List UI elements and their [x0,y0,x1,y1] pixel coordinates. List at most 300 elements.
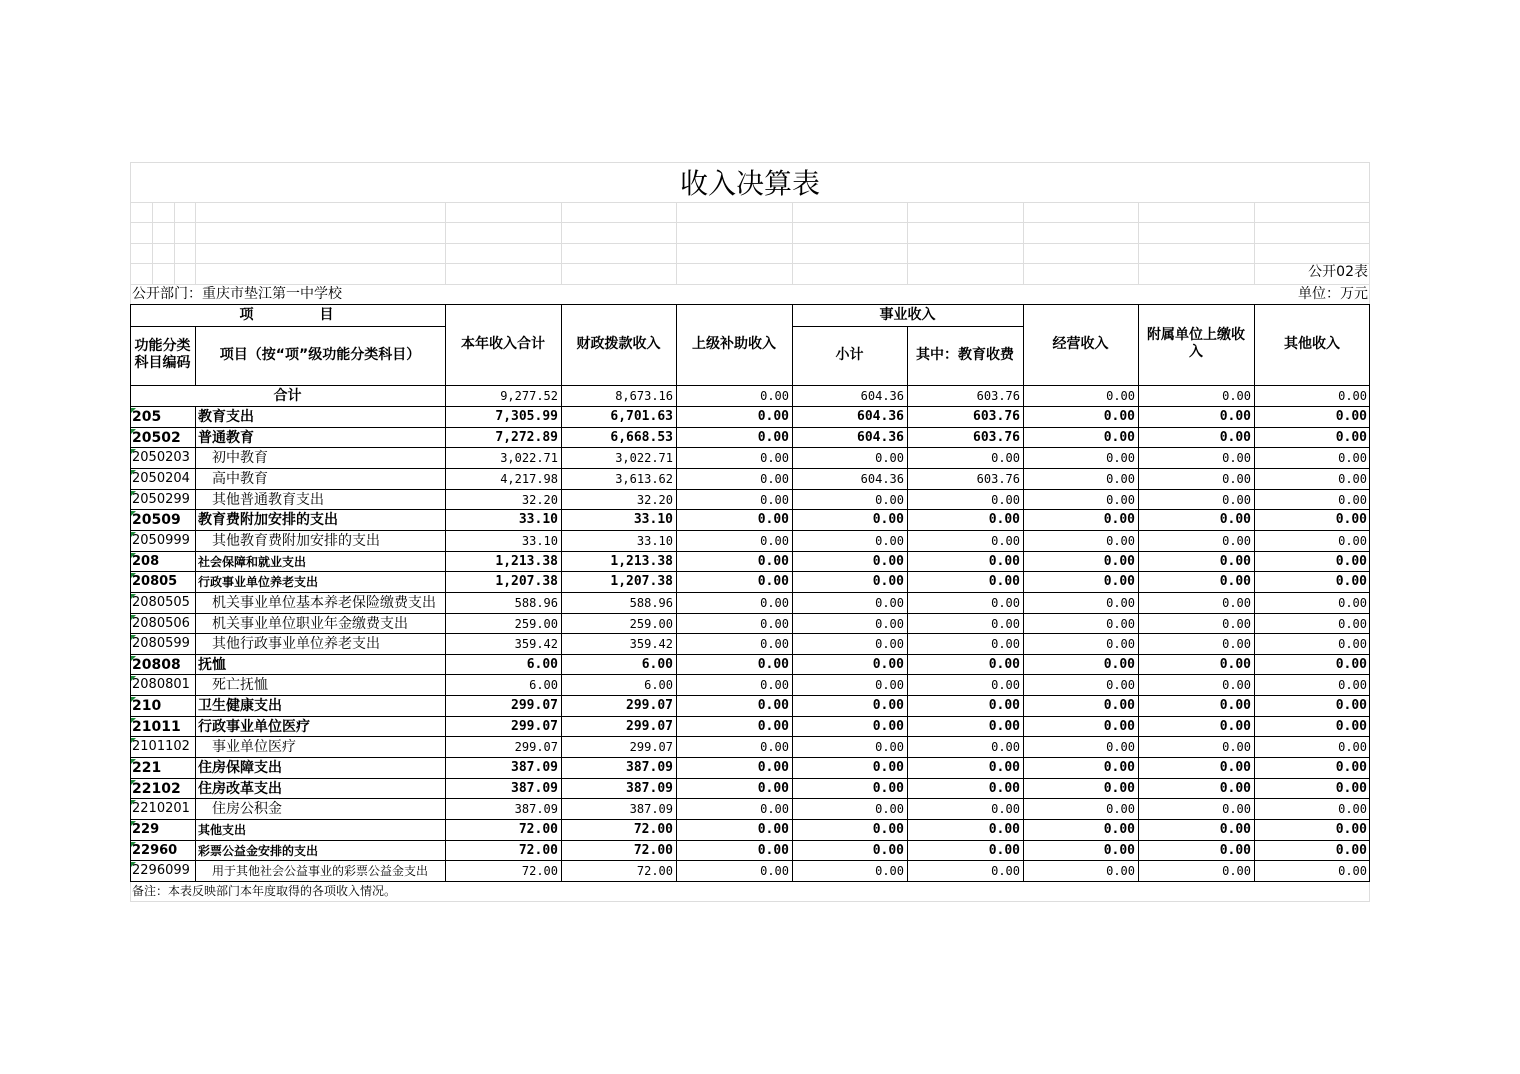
row-other: 0.00 [1335,842,1367,858]
row-fiscal: 6,701.63 [610,409,673,424]
row-other: 0.00 [1335,760,1367,776]
row-operating: 0.00 [1103,760,1135,776]
border-line [130,881,1370,882]
row-other: 0.00 [1335,409,1367,424]
row-affiliated: 0.00 [1222,471,1251,486]
row-superior: 0.00 [760,678,789,693]
row-superior: 0.00 [760,740,789,755]
row-edu-fee: 0.00 [991,637,1020,652]
row-superior: 0.00 [760,471,789,486]
row-name: 其他支出 [198,823,247,837]
row-name: 教育费附加安排的支出 [198,512,338,529]
income-statement-sheet [130,162,1370,902]
row-name: 抚恤 [198,656,226,673]
row-name: 初中教育 [212,450,268,467]
row-name: 社会保障和就业支出 [198,554,307,569]
border-line [130,304,131,881]
row-affiliated: 0.00 [1219,429,1251,445]
row-superior: 0.00 [757,698,789,714]
row-superior: 0.00 [757,409,789,424]
border-line [130,860,1370,861]
row-code: 22102 [132,780,181,797]
row-edu-fee: 603.76 [973,429,1020,445]
row-operating: 0.00 [1106,533,1135,548]
row-name: 事业单位医疗 [212,739,296,756]
row-other: 0.00 [1338,471,1367,486]
row-operating: 0.00 [1106,740,1135,755]
border-line [130,674,1370,675]
row-code: 229 [132,822,160,837]
border-line [195,326,196,385]
header-code: 功能分类科目编码 [134,338,191,371]
row-affiliated: 0.00 [1219,553,1251,569]
row-affiliated: 0.00 [1222,740,1251,755]
row-total: 1,213.38 [495,553,558,569]
row-edu-fee: 0.00 [988,553,1020,569]
row-superior: 0.00 [757,718,789,734]
gridline [792,202,793,284]
row-fiscal: 72.00 [633,822,673,837]
total-subtotal: 604.36 [860,389,904,403]
row-name: 机关事业单位职业年金缴费支出 [212,615,408,632]
row-superior: 0.00 [760,595,789,610]
row-superior: 0.00 [757,656,789,672]
row-affiliated: 0.00 [1222,802,1251,817]
row-code: 20502 [132,429,181,446]
row-subtotal: 0.00 [875,492,904,507]
row-total: 7,305.99 [495,409,558,424]
row-name: 死亡抚恤 [212,677,268,694]
border-line [1138,304,1139,881]
row-affiliated: 0.00 [1219,698,1251,714]
row-fiscal: 588.96 [629,595,673,610]
row-fiscal: 259.00 [629,616,673,631]
row-name: 用于其他社会公益事业的彩票公益金支出 [212,864,429,879]
row-name: 行政事业单位医疗 [198,718,310,735]
row-operating: 0.00 [1103,718,1135,734]
row-total: 259.00 [514,616,558,631]
border-line [130,695,1370,696]
border-line [130,613,1370,614]
row-operating: 0.00 [1103,574,1135,590]
footnote: 备注：本表反映部门本年度取得的各项收入情况。 [132,884,397,898]
border-line [130,304,1370,305]
row-subtotal: 604.36 [857,409,904,424]
border-line [130,571,1370,572]
row-subtotal: 0.00 [872,718,904,734]
row-fiscal: 3,613.62 [615,471,673,486]
total-superior: 0.00 [760,389,789,403]
row-superior: 0.00 [760,492,789,507]
row-edu-fee: 603.76 [976,471,1020,486]
row-superior: 0.00 [757,553,789,569]
row-affiliated: 0.00 [1219,409,1251,424]
border-line [130,716,1370,717]
row-name: 机关事业单位基本养老保险缴费支出 [212,594,436,611]
row-subtotal: 0.00 [875,637,904,652]
total-affiliated: 0.00 [1222,389,1251,403]
border-line [676,304,677,881]
row-operating: 0.00 [1106,492,1135,507]
row-total: 1,207.38 [495,574,558,590]
border-line [907,326,908,881]
row-total: 6.00 [526,656,558,672]
header-affiliated: 附属单位上缴收入 [1147,327,1245,360]
row-fiscal: 33.10 [633,512,673,528]
row-subtotal: 0.00 [872,780,904,796]
row-code: 2080505 [132,594,190,610]
row-total: 387.09 [511,780,558,796]
row-superior: 0.00 [760,533,789,548]
row-total: 588.96 [514,595,558,610]
border-line [130,551,1370,552]
border-line [130,427,1370,428]
row-fiscal: 72.00 [633,842,673,858]
border-line [1023,304,1024,881]
row-operating: 0.00 [1103,429,1135,445]
row-other: 0.00 [1335,780,1367,796]
row-code: 20509 [132,512,181,529]
gridline [174,202,175,284]
row-subtotal: 0.00 [872,822,904,837]
row-name: 高中教育 [212,470,268,487]
row-name: 住房公积金 [212,801,282,818]
row-other: 0.00 [1338,492,1367,507]
row-total: 33.10 [521,533,558,548]
row-edu-fee: 0.00 [991,616,1020,631]
row-name: 其他普通教育支出 [212,491,324,508]
border-line [792,304,793,881]
row-superior: 0.00 [757,512,789,528]
row-fiscal: 299.07 [626,718,673,734]
row-subtotal: 0.00 [872,656,904,672]
border-line [130,489,1370,490]
border-line [130,819,1370,820]
row-affiliated: 0.00 [1222,616,1251,631]
gridline [152,202,153,284]
row-superior: 0.00 [760,616,789,631]
row-affiliated: 0.00 [1222,533,1251,548]
row-edu-fee: 603.76 [973,409,1020,424]
gridline [1023,202,1024,284]
row-other: 0.00 [1335,656,1367,672]
row-other: 0.00 [1335,698,1367,714]
row-superior: 0.00 [757,429,789,445]
gridline [195,202,196,284]
row-fiscal: 299.07 [626,698,673,714]
row-edu-fee: 0.00 [991,740,1020,755]
header-name: 项目（按“项”级功能分类科目） [219,346,421,363]
border-line [130,778,1370,779]
row-superior: 0.00 [760,802,789,817]
row-fiscal: 6,668.53 [610,429,673,445]
row-operating: 0.00 [1106,637,1135,652]
row-affiliated: 0.00 [1219,718,1251,734]
border-line [130,385,1370,386]
row-code: 221 [132,760,162,777]
row-superior: 0.00 [757,842,789,858]
row-fiscal: 387.09 [626,780,673,796]
row-affiliated: 0.00 [1219,512,1251,528]
header-career-group: 事业收入 [879,306,936,323]
row-code: 210 [132,698,162,715]
row-total: 72.00 [518,842,558,858]
row-name: 卫生健康支出 [198,698,282,715]
row-subtotal: 0.00 [875,740,904,755]
gridline [907,202,908,284]
row-code: 2050204 [132,470,190,486]
header-other: 其他收入 [1284,335,1340,352]
row-total: 72.00 [521,864,558,879]
row-name: 住房保障支出 [198,760,282,777]
gridline [445,202,446,284]
row-edu-fee: 0.00 [988,718,1020,734]
row-total: 387.09 [514,802,558,817]
total-edu-fee: 603.76 [976,389,1020,403]
row-subtotal: 0.00 [872,842,904,858]
row-name: 普通教育 [198,429,254,446]
row-subtotal: 0.00 [875,802,904,817]
row-total: 7,272.89 [495,429,558,445]
row-superior: 0.00 [760,451,789,466]
row-operating: 0.00 [1106,451,1135,466]
row-other: 0.00 [1338,533,1367,548]
row-subtotal: 0.00 [875,864,904,879]
border-line [1369,304,1370,881]
total-label: 合计 [273,387,302,404]
row-operating: 0.00 [1103,842,1135,858]
row-edu-fee: 0.00 [988,698,1020,714]
row-superior: 0.00 [757,822,789,837]
header-subtotal: 小计 [835,346,864,363]
row-edu-fee: 0.00 [988,760,1020,776]
row-other: 0.00 [1335,718,1367,734]
row-total: 299.07 [511,698,558,714]
row-fiscal: 1,207.38 [610,574,673,590]
row-edu-fee: 0.00 [988,656,1020,672]
row-operating: 0.00 [1103,512,1135,528]
row-operating: 0.00 [1106,471,1135,486]
row-superior: 0.00 [760,637,789,652]
gridline [676,202,677,284]
row-fiscal: 72.00 [636,864,673,879]
gridline [1254,202,1255,284]
row-edu-fee: 0.00 [988,822,1020,837]
gridline [130,162,1370,163]
gridline [130,243,1370,244]
row-superior: 0.00 [757,760,789,776]
row-other: 0.00 [1338,802,1367,817]
row-code: 2210201 [132,801,190,817]
row-code: 2296099 [132,863,190,879]
row-edu-fee: 0.00 [991,595,1020,610]
border-line [130,447,1370,448]
total-other: 0.00 [1338,389,1367,403]
row-code: 2080599 [132,636,190,652]
border-line [130,757,1370,758]
row-other: 0.00 [1338,678,1367,693]
row-fiscal: 299.07 [629,740,673,755]
row-affiliated: 0.00 [1222,492,1251,507]
header-project-group: 项 目 [239,306,336,323]
border-line [130,654,1370,655]
row-subtotal: 0.00 [872,512,904,528]
row-other: 0.00 [1335,574,1367,590]
gridline [130,222,1370,223]
row-operating: 0.00 [1103,553,1135,569]
row-affiliated: 0.00 [1219,760,1251,776]
header-edu-fee: 其中：教育收费 [916,346,1014,363]
row-affiliated: 0.00 [1222,595,1251,610]
total-total: 9,277.52 [500,389,558,403]
row-operating: 0.00 [1106,802,1135,817]
row-subtotal: 0.00 [872,698,904,714]
row-edu-fee: 0.00 [988,780,1020,796]
row-total: 387.09 [511,760,558,776]
row-total: 32.20 [521,492,558,507]
row-operating: 0.00 [1103,409,1135,424]
row-other: 0.00 [1338,637,1367,652]
border-line [195,406,196,881]
border-line [130,406,1370,407]
row-fiscal: 1,213.38 [610,553,673,569]
border-line [130,633,1370,634]
unit-label: 单位：万元 [1298,286,1368,302]
gridline [130,263,1370,264]
row-total: 299.07 [514,740,558,755]
row-edu-fee: 0.00 [988,512,1020,528]
row-fiscal: 6.00 [644,678,673,693]
row-total: 4,217.98 [500,471,558,486]
row-fiscal: 3,022.71 [615,451,673,466]
total-operating: 0.00 [1106,389,1135,403]
row-total: 72.00 [518,822,558,837]
row-code: 20808 [132,656,181,673]
row-subtotal: 0.00 [875,678,904,693]
row-other: 0.00 [1338,864,1367,879]
row-edu-fee: 0.00 [991,451,1020,466]
border-line [130,840,1370,841]
department-label: 公开部门：重庆市垫江第一中学校 [132,286,342,302]
row-fiscal: 359.42 [629,637,673,652]
row-other: 0.00 [1335,822,1367,837]
row-fiscal: 387.09 [629,802,673,817]
gridline [130,202,1370,203]
border-line [1254,304,1255,881]
row-code: 208 [132,553,160,569]
row-affiliated: 0.00 [1222,678,1251,693]
border-line [130,592,1370,593]
row-fiscal: 33.10 [636,533,673,548]
row-edu-fee: 0.00 [991,864,1020,879]
row-other: 0.00 [1338,595,1367,610]
border-line [130,468,1370,469]
border-line [130,798,1370,799]
row-name: 行政事业单位养老支出 [198,575,319,590]
row-code: 2080801 [132,677,190,693]
form-code: 公开02表 [1308,264,1368,280]
row-affiliated: 0.00 [1219,780,1251,796]
row-other: 0.00 [1335,512,1367,528]
row-code: 22960 [132,842,178,858]
row-subtotal: 0.00 [875,595,904,610]
row-other: 0.00 [1338,616,1367,631]
row-other: 0.00 [1335,429,1367,445]
row-fiscal: 32.20 [636,492,673,507]
row-superior: 0.00 [757,574,789,590]
row-name: 其他行政事业单位养老支出 [212,636,380,653]
gridline [1138,202,1139,284]
row-operating: 0.00 [1103,698,1135,714]
row-fiscal: 387.09 [626,760,673,776]
row-other: 0.00 [1335,553,1367,569]
header-total: 本年收入合计 [461,335,545,352]
row-code: 21011 [132,718,181,735]
row-subtotal: 0.00 [872,574,904,590]
row-total: 299.07 [511,718,558,734]
row-subtotal: 0.00 [872,760,904,776]
border-line [130,509,1370,510]
row-code: 205 [132,409,162,425]
row-operating: 0.00 [1106,595,1135,610]
row-edu-fee: 0.00 [991,533,1020,548]
row-other: 0.00 [1338,451,1367,466]
row-operating: 0.00 [1106,616,1135,631]
total-fiscal: 8,673.16 [615,389,673,403]
border-line [445,304,446,881]
row-edu-fee: 0.00 [991,678,1020,693]
row-operating: 0.00 [1106,864,1135,879]
row-operating: 0.00 [1103,822,1135,837]
row-code: 2080506 [132,615,190,631]
gridline [130,901,1370,902]
row-superior: 0.00 [760,864,789,879]
row-superior: 0.00 [757,780,789,796]
header-operating: 经营收入 [1052,335,1109,352]
row-operating: 0.00 [1103,780,1135,796]
row-total: 6.00 [529,678,558,693]
row-affiliated: 0.00 [1222,637,1251,652]
border-line [130,326,445,327]
row-subtotal: 0.00 [875,616,904,631]
row-code: 2101102 [132,739,190,755]
row-name: 其他教育费附加安排的支出 [212,532,380,549]
row-subtotal: 604.36 [860,471,904,486]
row-name: 彩票公益金安排的支出 [198,843,319,858]
row-other: 0.00 [1338,740,1367,755]
row-subtotal: 604.36 [857,429,904,445]
row-operating: 0.00 [1103,656,1135,672]
row-edu-fee: 0.00 [991,802,1020,817]
gridline [561,202,562,284]
sheet-title: 收入决算表 [679,167,820,200]
row-affiliated: 0.00 [1219,574,1251,590]
row-affiliated: 0.00 [1219,822,1251,837]
row-affiliated: 0.00 [1219,656,1251,672]
header-fiscal: 财政拨款收入 [576,335,661,352]
row-edu-fee: 0.00 [988,574,1020,590]
row-affiliated: 0.00 [1222,864,1251,879]
row-name: 教育支出 [198,409,254,425]
row-code: 2050203 [132,450,190,466]
row-subtotal: 0.00 [872,553,904,569]
row-code: 2050299 [132,491,190,507]
row-fiscal: 6.00 [641,656,673,672]
row-total: 33.10 [518,512,558,528]
row-name: 住房改革支出 [198,780,282,797]
row-code: 2050999 [132,532,190,548]
row-total: 3,022.71 [500,451,558,466]
